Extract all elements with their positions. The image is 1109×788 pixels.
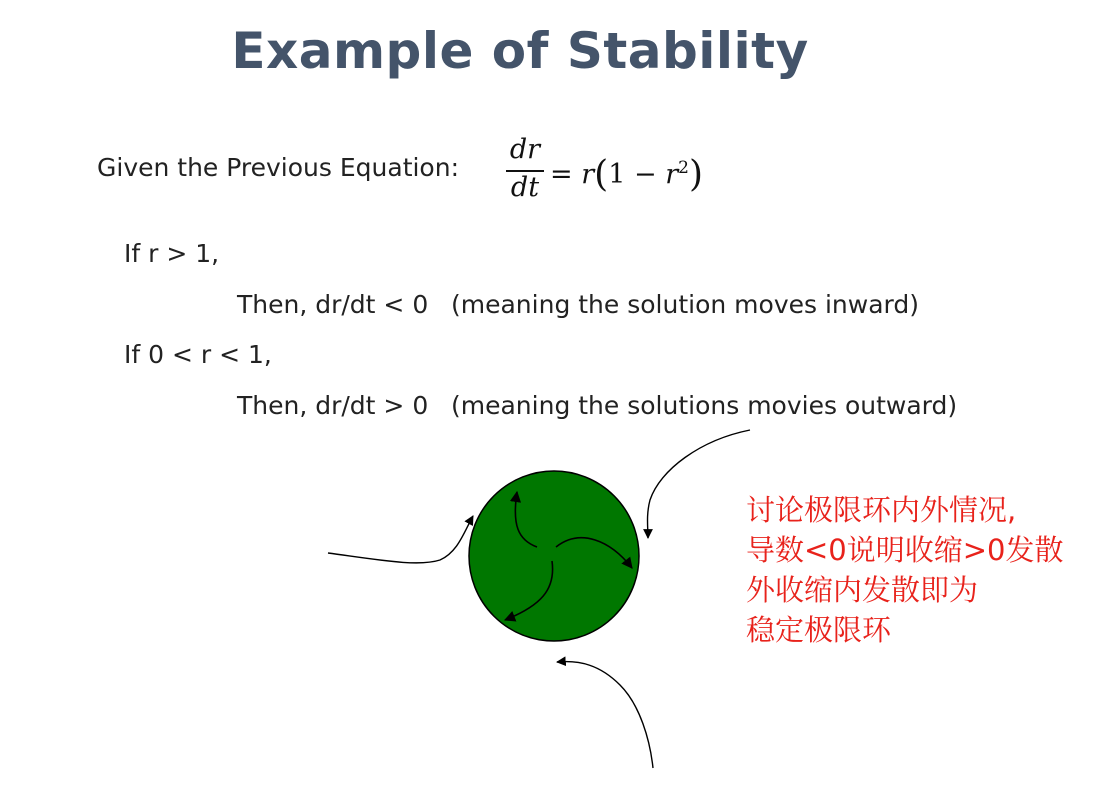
note-line-1: 讨论极限环内外情况,	[746, 493, 1017, 527]
inward-explanation: (meaning the solution moves inward)	[451, 290, 919, 319]
note-line-2: 导数<0说明收缩>0发散	[746, 533, 1064, 567]
limit-cycle-circle	[469, 471, 639, 641]
outer-arrow-bottom	[557, 662, 653, 768]
outer-arrow-left	[328, 516, 473, 563]
var-r: r	[581, 159, 595, 190]
fraction-denominator: dt	[510, 172, 540, 203]
case-r-greater-1: If r > 1,	[124, 239, 220, 268]
one: 1	[608, 159, 626, 190]
slide-title: Example of Stability	[231, 22, 809, 80]
then-outward: Then, dr/dt > 0	[237, 391, 429, 420]
minus-sign: −	[633, 159, 657, 190]
note-line-4: 稳定极限环	[746, 613, 892, 647]
exponent: 2	[678, 158, 689, 178]
open-paren: (	[594, 154, 609, 195]
equals-sign: =	[550, 159, 573, 190]
close-paren: )	[688, 154, 703, 195]
outward-explanation: (meaning the solutions movies outward)	[451, 391, 958, 420]
case-r-between: If 0 < r < 1,	[124, 340, 272, 369]
note-line-3: 外收缩内发散即为	[746, 573, 979, 607]
var-r-squared: r	[665, 159, 679, 190]
chinese-annotation	[746, 490, 1064, 650]
outer-arrow-right	[648, 430, 751, 538]
given-label: Given the Previous Equation:	[97, 153, 459, 182]
fraction-numerator: dr	[509, 134, 541, 165]
then-inward: Then, dr/dt < 0	[237, 290, 429, 319]
